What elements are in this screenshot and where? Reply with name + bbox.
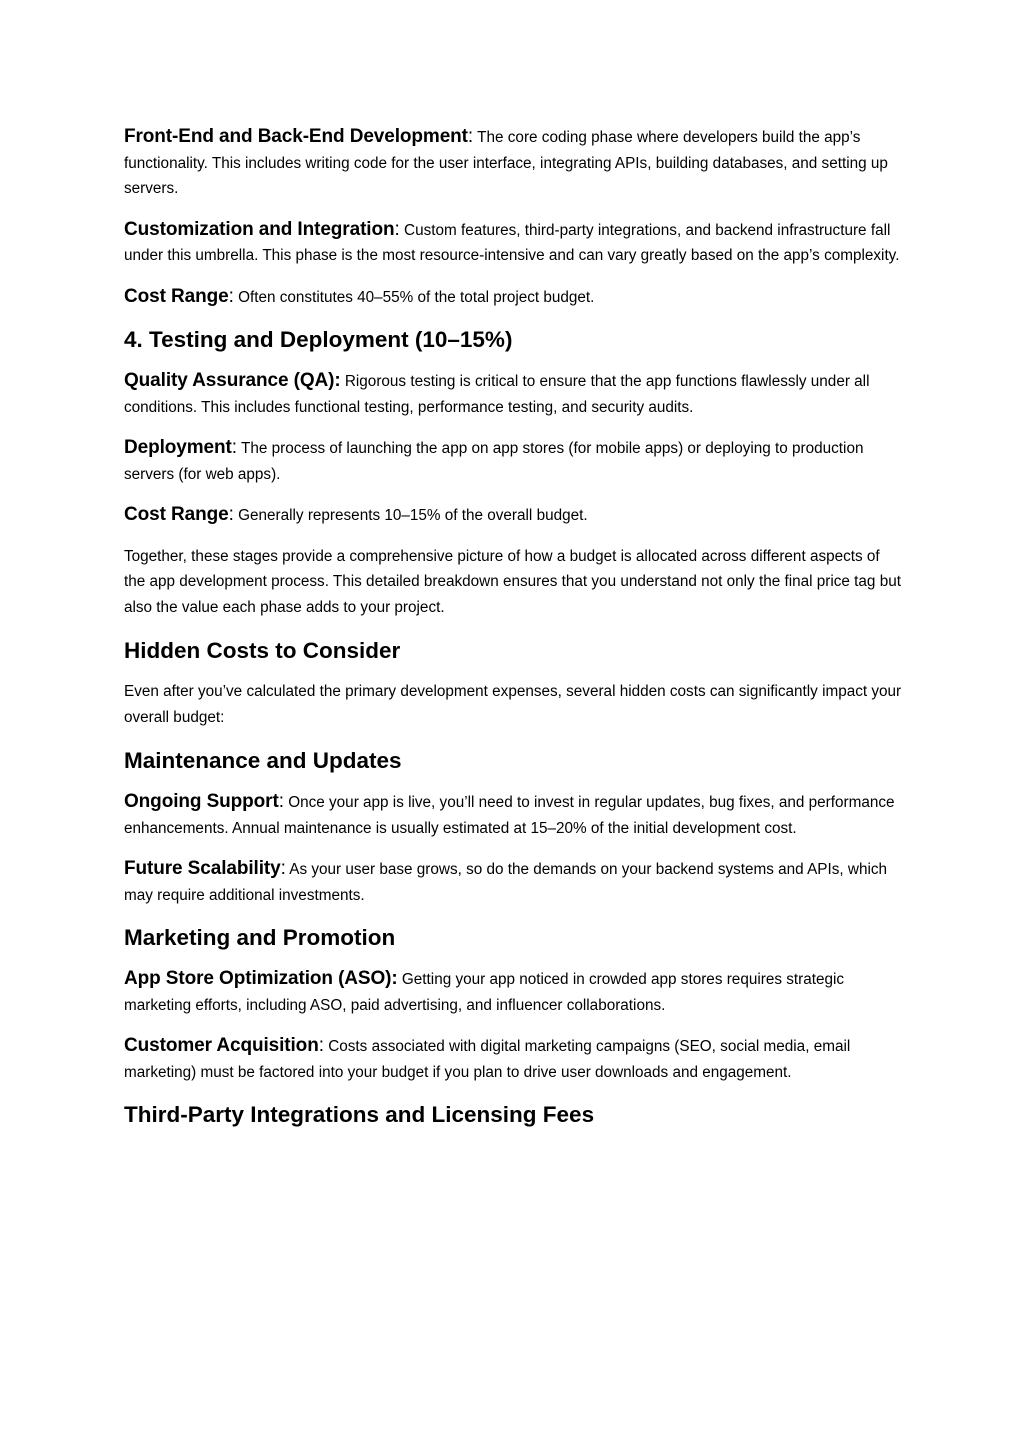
heading-third-party-integrations: Third-Party Integrations and Licensing Fees xyxy=(124,1102,595,1127)
paragraph-lead: Future Scalability xyxy=(124,858,281,879)
paragraph-summary: Together, these stages provide a comprehensive picture of how a budget is allocated across different aspects of the app development process. This detailed breakdown ensures that you understand not only the final price tag but also the value each phase adds to your project. xyxy=(124,547,901,616)
heading-marketing-promotion: Marketing and Promotion xyxy=(124,925,396,950)
document-page xyxy=(124,124,904,1143)
paragraph-lead: Front-End and Back-End Development xyxy=(124,126,468,147)
paragraph-separator: : xyxy=(394,218,400,240)
paragraph-body: Generally represents 10–15% of the overall budget. xyxy=(233,507,588,524)
paragraph-quality-assurance xyxy=(124,368,904,420)
heading-hidden-costs: Hidden Costs to Consider xyxy=(124,638,401,663)
paragraph-body: Often constitutes 40–55% of the total project budget. xyxy=(233,288,595,306)
paragraph-body: Rigorous testing is critical to ensure that the app functions flawlessly under all conditions. This includes functional testing, performance testing, and security audits. xyxy=(124,373,870,416)
paragraph-lead: Quality Assurance (QA): xyxy=(124,370,341,391)
paragraph-separator: : xyxy=(228,504,234,525)
paragraph-deployment xyxy=(124,435,904,487)
paragraph-separator: : xyxy=(231,437,238,458)
paragraph-lead: Cost Range xyxy=(124,285,229,307)
paragraph-ongoing-support xyxy=(124,789,904,841)
paragraph-body: The core coding phase where developers build the app’s functionality. This includes writing code for the user interface, integrating APIs, building databases, and setting up servers. xyxy=(124,129,888,197)
paragraph-lead: App Store Optimization (ASO): xyxy=(124,968,398,989)
paragraph-body: Getting your app noticed in crowded app stores requires strategic marketing efforts, including ASO, paid advertising, and influencer collaborations. xyxy=(124,971,845,1014)
paragraph-cost-range-development xyxy=(124,284,904,311)
paragraph-body: Once your app is live, you’ll need to invest in regular updates, bug fixes, and performance enhancements. Annual maintenance is usually estimated at 15–20% of the initial development cost. xyxy=(124,794,895,837)
paragraph-future-scalability xyxy=(124,856,904,908)
paragraph-app-store-optimization xyxy=(124,966,904,1018)
heading-testing-deployment: 4. Testing and Deployment (10–15%) xyxy=(124,327,513,352)
paragraph-body: Costs associated with digital marketing campaigns (SEO, social media, email marketing) must be factored into your budget if you plan to drive user downloads and engagement. xyxy=(124,1038,851,1081)
paragraph-body: The process of launching the app on app stores (for mobile apps) or deploying to production servers (for web apps). xyxy=(124,440,864,483)
paragraph-lead: Customer Acquisition xyxy=(124,1035,319,1056)
paragraph-lead: Ongoing Support xyxy=(124,791,279,812)
paragraph-lead: Deployment xyxy=(124,437,232,458)
paragraph-customer-acquisition xyxy=(124,1033,904,1085)
paragraph-lead: Customization and Integration xyxy=(124,218,395,240)
paragraph-lead: Cost Range xyxy=(124,504,229,525)
paragraph-separator: : xyxy=(228,285,234,307)
paragraph-hidden-costs-intro: Even after you’ve calculated the primary development expenses, several hidden costs can significantly impact your overall budget: xyxy=(124,683,902,726)
paragraph-separator: : xyxy=(318,1035,324,1056)
paragraph-cost-range-testing xyxy=(124,502,904,529)
paragraph-customization xyxy=(124,217,904,269)
paragraph-separator: : xyxy=(467,126,474,147)
paragraph-separator: : xyxy=(278,791,284,812)
paragraph-separator: : xyxy=(280,858,286,879)
paragraph-front-end-back-end xyxy=(124,124,904,202)
paragraph-body: As your user base grows, so do the demands on your backend systems and APIs, which may require additional investments. xyxy=(124,861,888,904)
heading-maintenance-updates: Maintenance and Updates xyxy=(124,748,402,773)
paragraph-body: Custom features, third-party integrations, and backend infrastructure fall under this umbrella. This phase is the most resource-intensive and can vary greatly based on the app’s complexity. xyxy=(124,221,900,264)
